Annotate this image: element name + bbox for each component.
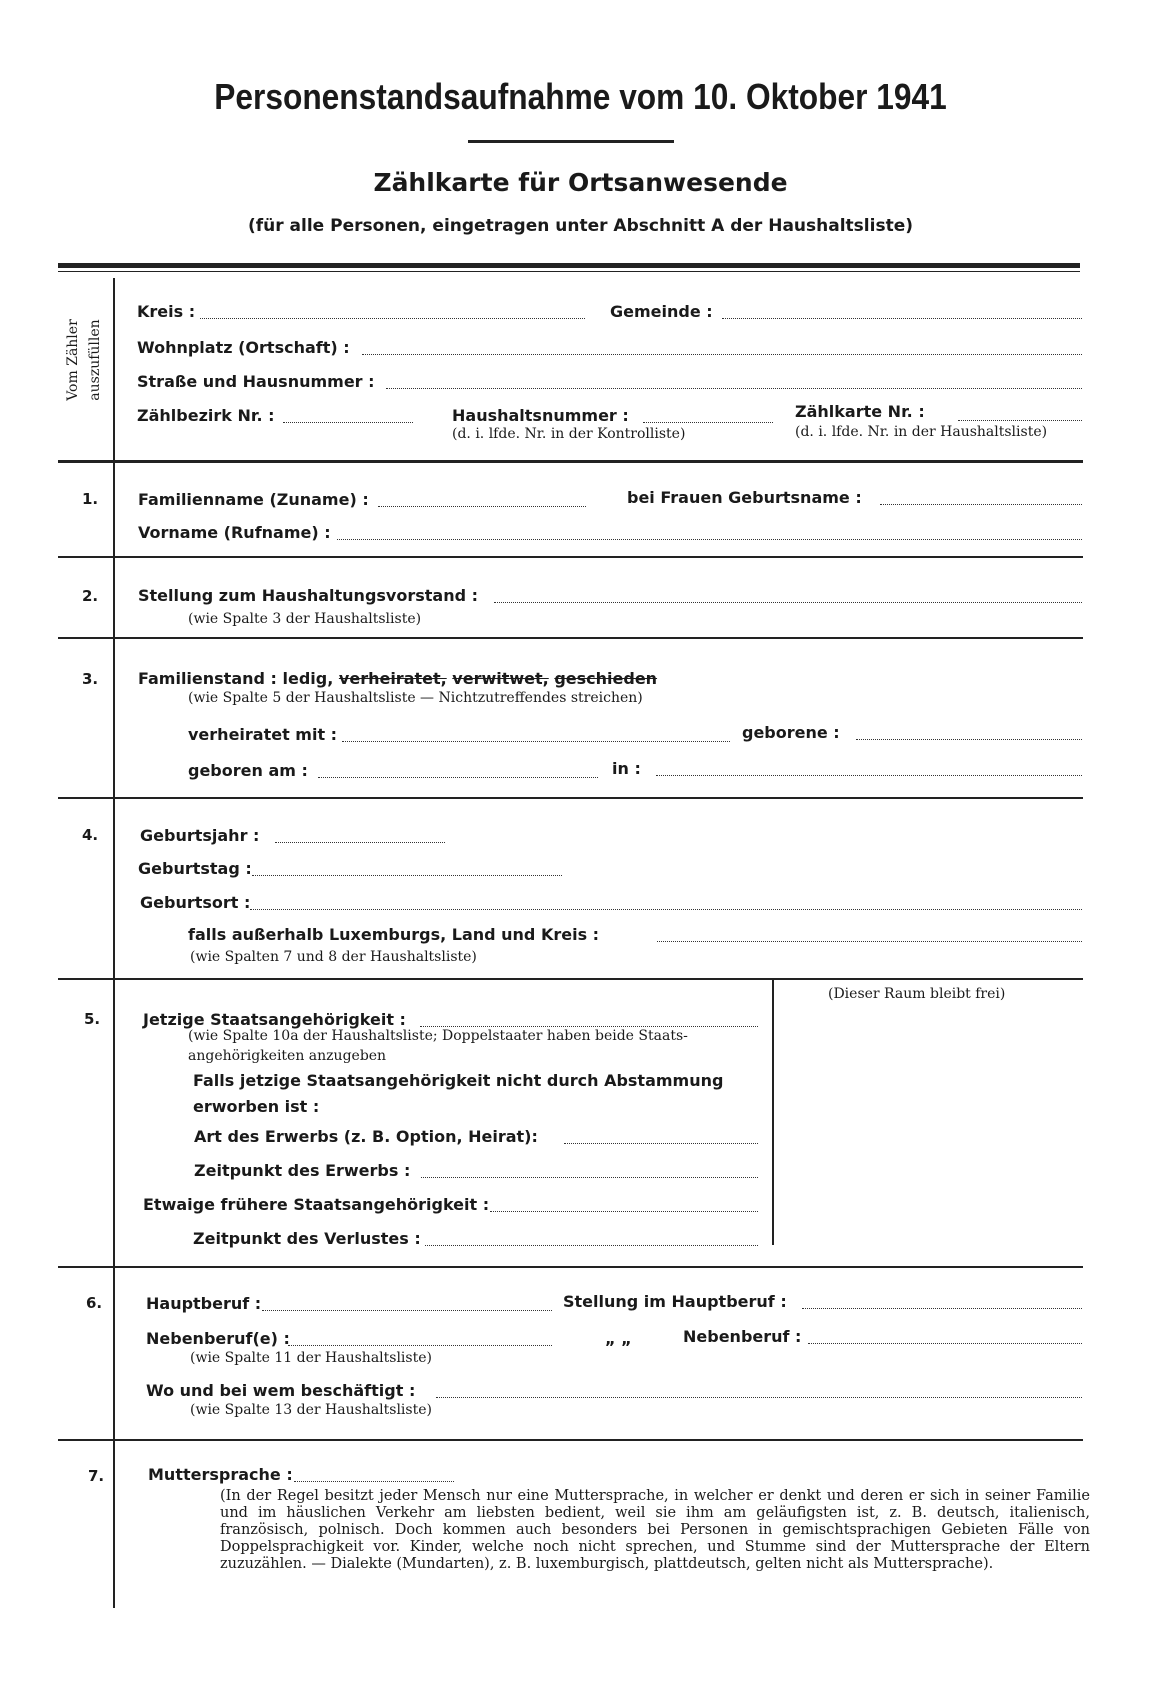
- stellung-note: (wie Spalte 3 der Haushaltsliste): [188, 611, 422, 627]
- hauptberuf-field[interactable]: [262, 1310, 552, 1311]
- option-verheiratet[interactable]: verheiratet,: [338, 669, 447, 688]
- geboren-am-field[interactable]: [318, 777, 598, 778]
- section-7-number: 7.: [88, 1467, 105, 1485]
- rule-6: [58, 1439, 1083, 1441]
- gemeinde-field[interactable]: [722, 318, 1082, 319]
- geboren-am-label: geboren am :: [188, 761, 308, 780]
- beschaeftigt-field[interactable]: [436, 1397, 1082, 1398]
- stellung-field[interactable]: [494, 602, 1082, 603]
- zaehlbezirk-label: Zählbezirk Nr. :: [137, 406, 275, 425]
- art-erwerb-field[interactable]: [564, 1143, 758, 1144]
- stellung-hauptberuf-label: Stellung im Hauptberuf :: [563, 1292, 787, 1311]
- top-rule: [58, 263, 1080, 268]
- vorname-label: Vorname (Rufname) :: [138, 523, 331, 542]
- geborene-label: geborene :: [742, 723, 840, 742]
- rule-2: [58, 637, 1083, 639]
- rule-4: [58, 978, 1083, 980]
- familienstand-text: Familienstand :: [138, 669, 277, 688]
- falls-erwerb-line2: erworben ist :: [193, 1097, 320, 1116]
- side-label: [62, 300, 110, 420]
- zeitpunkt-verlust-label: Zeitpunkt des Verlustes :: [193, 1229, 421, 1248]
- option-ledig[interactable]: ledig,: [282, 669, 334, 688]
- geburtsort-field[interactable]: [250, 909, 1082, 910]
- geburtsname-label: bei Frauen Geburtsname :: [627, 488, 862, 507]
- option-geschieden[interactable]: geschieden: [554, 669, 658, 688]
- stellung-hauptberuf-field[interactable]: [802, 1308, 1082, 1309]
- wohnplatz-label: Wohnplatz (Ortschaft) :: [137, 338, 350, 357]
- muttersprache-label: Muttersprache :: [148, 1465, 293, 1484]
- geborene-field[interactable]: [856, 739, 1082, 740]
- rule-5: [58, 1266, 1083, 1268]
- left-column-rule: [113, 278, 115, 1608]
- geburtsjahr-field[interactable]: [275, 842, 445, 843]
- nebenberuf2-field[interactable]: [808, 1343, 1082, 1344]
- strasse-field[interactable]: [386, 388, 1082, 389]
- vorname-field[interactable]: [337, 539, 1082, 540]
- wohnplatz-field[interactable]: [362, 354, 1082, 355]
- nebenberuf-field[interactable]: [288, 1345, 552, 1346]
- haushaltsnummer-field[interactable]: [643, 422, 773, 423]
- staatsangehoerigkeit-field[interactable]: [420, 1026, 758, 1027]
- stellung-label: Stellung zum Haushaltungsvorstand :: [138, 586, 479, 605]
- section-2-number: 2.: [82, 587, 99, 605]
- kreis-field[interactable]: [200, 318, 585, 319]
- kreis-label: Kreis :: [137, 302, 196, 321]
- form-note: (für alle Personen, eingetragen unter Abschnitt A der Haushaltsliste): [247, 216, 914, 236]
- rule-3: [58, 797, 1083, 799]
- form-subtitle: Zählkarte für Ortsanwesende: [373, 168, 788, 197]
- verheiratet-mit-label: verheiratet mit :: [188, 725, 338, 744]
- familienname-field[interactable]: [378, 506, 586, 507]
- haushaltsnummer-label: Haushaltsnummer :: [452, 406, 629, 425]
- title-divider: [468, 140, 674, 143]
- strasse-label: Straße und Hausnummer :: [137, 372, 375, 391]
- familienstand-label: [138, 669, 657, 688]
- section-5-divider: [772, 980, 774, 1245]
- rule-1: [58, 556, 1083, 558]
- nebenberuf2-label: Nebenberuf :: [683, 1327, 802, 1346]
- geburtstag-label: Geburtstag :: [138, 859, 252, 878]
- nebenberuf-label: Nebenberuf(e) :: [146, 1329, 290, 1348]
- verheiratet-mit-field[interactable]: [342, 741, 730, 742]
- top-rule-thin: [58, 271, 1080, 272]
- zaehlkarte-label: Zählkarte Nr. :: [795, 402, 925, 421]
- geburtsort-note: (wie Spalten 7 und 8 der Haushaltsliste): [190, 949, 477, 965]
- zeitpunkt-erwerb-field[interactable]: [421, 1177, 758, 1178]
- staatsangehoerigkeit-note2: angehörigkeiten anzugeben: [188, 1048, 387, 1064]
- geburtsjahr-label: Geburtsjahr :: [140, 826, 260, 845]
- rule-header: [58, 460, 1083, 463]
- fruehere-staatsangehoerigkeit-label: Etwaige frühere Staatsangehörigkeit :: [143, 1195, 490, 1214]
- familienstand-note: (wie Spalte 5 der Haushaltsliste — Nichtzutreffendes streichen): [188, 690, 643, 706]
- zaehlbezirk-field[interactable]: [283, 422, 413, 423]
- section-6-number: 6.: [86, 1294, 103, 1312]
- gemeinde-label: Gemeinde :: [610, 302, 713, 321]
- art-erwerb-label: Art des Erwerbs (z. B. Option, Heirat):: [194, 1127, 538, 1146]
- falls-ausserhalb-label: falls außerhalb Luxemburgs, Land und Kreis :: [188, 925, 600, 944]
- in-label: in :: [612, 759, 641, 778]
- ditto-marks: „ „: [605, 1329, 632, 1348]
- muttersprache-explanation: (In der Regel besitzt jeder Mensch nur eine Muttersprache, in welcher er denkt und deren er sich in seiner Familie und im häuslichen Verkehr am liebsten bedient, weil sie ihm am geläufigsten ist, z. B. deutsch, italienisch, französisch, polnisch. Doch kommen auch besonders bei Personen in gemischtsprachigen Gebieten Fälle von Doppelsprachigkeit vor. Kinder, welche noch nicht sprechen, und Stumme sind der Muttersprache der Eltern zuzuzählen. — Dialekte (Mundarten), z. B. luxemburgisch, plattdeutsch, gelten nicht als Muttersprache).: [220, 1488, 1090, 1572]
- form-title: Personenstandsaufnahme vom 10. Oktober 1941: [214, 76, 947, 117]
- free-space-note: (Dieser Raum bleibt frei): [828, 986, 1006, 1002]
- zeitpunkt-erwerb-label: Zeitpunkt des Erwerbs :: [194, 1161, 411, 1180]
- beschaeftigt-note: (wie Spalte 13 der Haushaltsliste): [190, 1402, 432, 1418]
- fruehere-staatsangehoerigkeit-field[interactable]: [490, 1211, 758, 1212]
- hauptberuf-label: Hauptberuf :: [146, 1294, 262, 1313]
- section-1-number: 1.: [82, 490, 99, 508]
- section-4-number: 4.: [82, 826, 99, 844]
- zaehlkarte-note: (d. i. lfde. Nr. in der Haushaltsliste): [795, 424, 1048, 440]
- side-label-line1: Vom Zähler: [65, 319, 81, 401]
- nebenberuf-note: (wie Spalte 11 der Haushaltsliste): [190, 1350, 432, 1366]
- geburtstag-field[interactable]: [252, 875, 562, 876]
- option-verwitwet[interactable]: verwitwet,: [452, 669, 549, 688]
- falls-ausserhalb-field[interactable]: [657, 941, 1082, 942]
- section-5-number: 5.: [84, 1010, 101, 1028]
- geburtsname-field[interactable]: [880, 504, 1082, 505]
- familienname-label: Familienname (Zuname) :: [138, 490, 369, 509]
- staatsangehoerigkeit-note1: (wie Spalte 10a der Haushaltsliste; Doppelstaater haben beide Staats-: [188, 1028, 688, 1044]
- falls-erwerb-line1: Falls jetzige Staatsangehörigkeit nicht durch Abstammung: [193, 1071, 724, 1090]
- in-field[interactable]: [656, 775, 1082, 776]
- zaehlkarte-field[interactable]: [958, 420, 1082, 421]
- haushaltsnummer-note: (d. i. lfde. Nr. in der Kontrolliste): [452, 426, 686, 442]
- muttersprache-field[interactable]: [294, 1481, 454, 1482]
- staatsangehoerigkeit-label: Jetzige Staatsangehörigkeit :: [143, 1010, 406, 1029]
- section-3-number: 3.: [82, 670, 99, 688]
- geburtsort-label: Geburtsort :: [140, 893, 251, 912]
- zeitpunkt-verlust-field[interactable]: [425, 1245, 758, 1246]
- side-label-line2: auszufüllen: [87, 319, 103, 401]
- beschaeftigt-label: Wo und bei wem beschäftigt :: [146, 1381, 416, 1400]
